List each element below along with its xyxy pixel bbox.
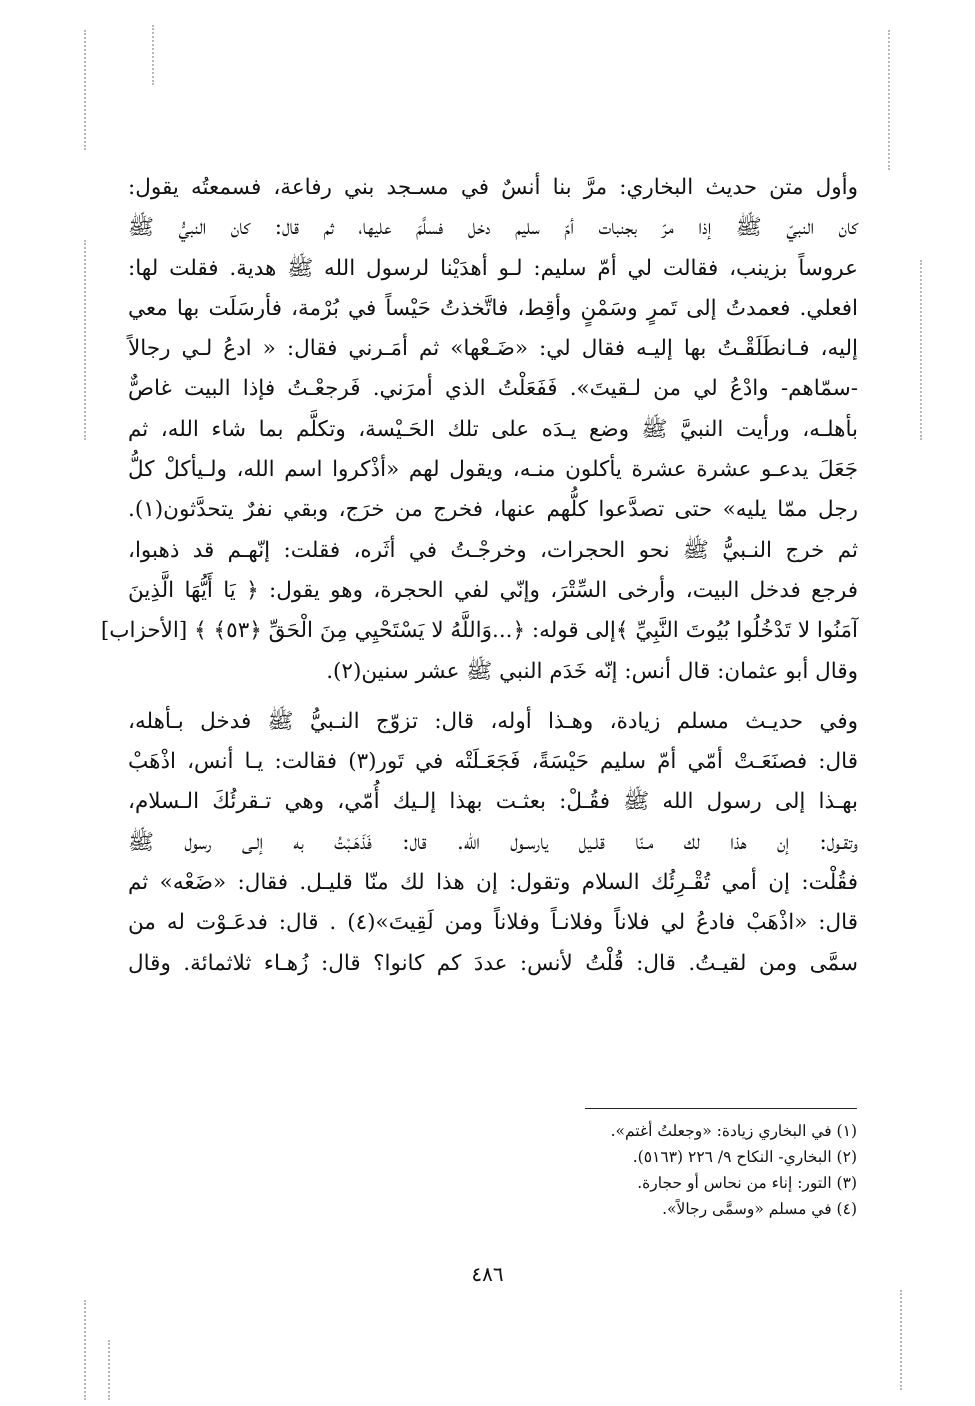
text-line: ثم خرج النـبيُّ ﷺ نحو الحجرات، وخرجْـتُ في أثَره، فقلت: إنّهـم قد ذهبوا، bbox=[128, 537, 858, 563]
paragraph-1 bbox=[100, 168, 858, 692]
scan-mark-right-2 bbox=[920, 260, 922, 440]
text-line: قال: «اذْهَبْ فادعُ لي فلاناً وفلانـاً وفلاناً ومن لَقِيتَ»(٤) . قال: فدعَـوْت له من bbox=[128, 910, 858, 936]
scan-mark-left-3 bbox=[84, 1300, 86, 1400]
text-line: قال: فصنَعَـتْ أمّي أمّ سليم حَيْسَةً، فَجَعَـلَتْه في تَور(٣) فقالت: يـا أنس، اذْهَبْ bbox=[128, 749, 858, 775]
text-line: فرجع فدخل البيت، وأرخى السِّتْرَ، وإنّي لفي الحجرة، وهو يقول: ﴿ يَا أَيُّهَا الَّذِينَ bbox=[128, 577, 858, 603]
text-line: -سمّاهم- وادْعُ لي من لـقيتَ». فَفَعَلْتُ الذي أمرَني. فَرجعْـتُ فإذا البيت غاصٌّ bbox=[128, 376, 858, 402]
text-line: فقُلْت: إن أمي تُقْـرِئُك السلام وتقول: إن هذا لك منّا قليـل. فقال: «ضَعْه» ثم bbox=[128, 870, 858, 896]
text-line: وفي حديـث مسلم زيادة، وهـذا أوله، قال: تزوّج النـبيُّ ﷺ فدخل بـأهله، bbox=[128, 708, 858, 734]
text-line: إليه، فـانطَلَقْـتُ بها إليـه فقال لي: «ضَـعْها» ثم أمَـرني فقال: « ادعُ لـي رجالاً bbox=[128, 336, 858, 362]
text-line: جَعَلَ يدعـو عشرة عشرة يأكلون منـه، ويقول لهم «أذْكروا اسم الله، ولـيأكلْ كلُّ bbox=[128, 457, 858, 483]
scan-mark-left-2 bbox=[84, 240, 86, 440]
footnotes bbox=[457, 1118, 857, 1222]
text-line: كان النبيّ ﷺ إذا مرّ بجنبات أمّ سليم دخل فسلَّمَ عليها، ثم قال: كان النبيُّ ﷺ bbox=[128, 215, 858, 241]
main-text bbox=[100, 168, 858, 984]
footnote-2: (٢) البخاري- النكاح ٩/ ٢٢٦ (٥١٦٣). bbox=[632, 1148, 857, 1166]
scan-mark-inner-1 bbox=[152, 25, 154, 85]
quran-verse-line: آمَنُوا لا تَدْخُلُوا بُيُوتَ النَّبِيِّ ﴾إلى قوله: ﴿...وَاللَّهُ لا يَسْتَحْيِي مِنَ الْحَقِّ ﴿٥٣﴾ ﴾ [الأحزاب] bbox=[100, 618, 858, 644]
footnote-3: (٣) التور: إناء من نحاس أو حجارة. bbox=[637, 1174, 857, 1192]
text-line: وقال أبو عثمان: قال أنس: إنّه خَدَم النبي ﷺ عشر سنين(٢). bbox=[326, 658, 858, 684]
text-line: بهـذا إلى رسول الله ﷺ فقُـلْ: بعثـت بهذا إلـيك أُمّي، وهي تـقرئُكَ الـسلام، bbox=[128, 789, 858, 815]
footnote-separator bbox=[585, 1108, 857, 1109]
scan-mark-right-1 bbox=[888, 30, 890, 170]
scan-mark-inner-2 bbox=[108, 1340, 110, 1400]
text-line: سمَّى ومن لقيـتُ. قال: قُلْتُ لأنس: عددَ كم كانوا؟ قال: زُهـاء ثلاثمائة. وقال bbox=[128, 950, 858, 976]
paragraph-2 bbox=[128, 702, 858, 984]
text-line: عروساً بزينب، فقالت لي أمّ سليم: لـو أهدَيْنا لرسول الله ﷺ هدية. فقلت لها: bbox=[128, 255, 858, 281]
text-line: وتقـول: إن هذا لك مـنّا قلـيل يارسـول الله. قال: فَذَهَـبْتُ به إلـى رسول ﷺ bbox=[128, 829, 858, 855]
footnote-4: (٤) في مسلم «وسمَّى رجالاً». bbox=[662, 1200, 857, 1218]
footnote-1: (١) في البخاري زيادة: «وجعلتُ أغتم». bbox=[610, 1122, 857, 1140]
text-line: افعلي. فعمدتُ إلى تَمرٍ وسَمْنٍ وأقِط، فاتَّخذتُ حَيْساً في بُرْمة، فأرسَلَت بها معي bbox=[128, 295, 858, 321]
text-line: رجل ممّا يليه» حتى تصدَّعوا كلُّهم عنها، فخرج من خرَج، وبقي نفرٌ يتحدَّثون(١). bbox=[128, 497, 858, 523]
scan-mark-left-1 bbox=[84, 30, 86, 150]
text-line: وأول متن حديث البخاري: مرَّ بنا أنسٌ في مسـجد بني رفاعة، فسمعتُه يقول: bbox=[128, 175, 858, 200]
text-line: بأهلـه، ورأيت النبيَّ ﷺ وضع يـدَه على تلك الحَـيْسة، وتكلَّم بما شاء الله، ثم bbox=[128, 416, 858, 442]
page-number: ٤٨٦ bbox=[471, 1262, 504, 1286]
scan-mark-right-3 bbox=[900, 1290, 902, 1390]
